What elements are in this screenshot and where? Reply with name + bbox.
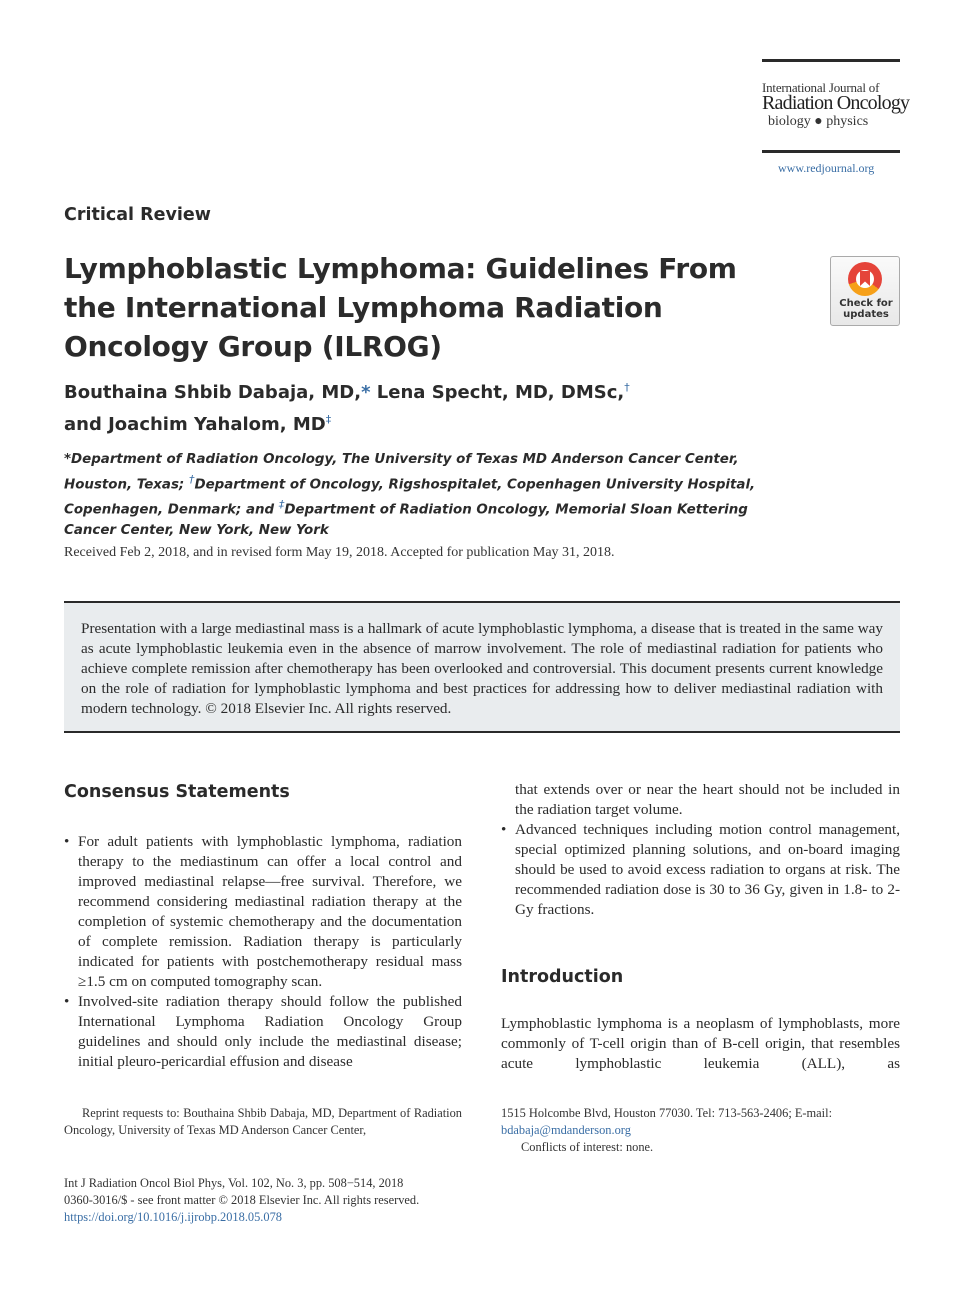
article-title: Lymphoblastic Lymphoma: Guidelines From the International Lymphoma Radiation Oncology Group (ILROG) xyxy=(64,252,737,363)
author-2: Lena Specht, MD, DMSc, xyxy=(376,382,625,403)
header-rule-top xyxy=(762,59,900,62)
consensus-list-continued xyxy=(501,820,900,920)
affiliation-mark-1[interactable]: * xyxy=(361,382,371,403)
consensus-heading: Consensus Statements xyxy=(64,782,290,802)
list-item: • Advanced techniques including motion control management, special optimized planning solutions, and on-board imaging should be used to avoid excess radiation to organs at risk. The recommended radiation dose is 30 to 36 Gy, given in 1.8- to 2-Gy fractions. xyxy=(501,820,900,920)
journal-name-line2: Radiation Oncology xyxy=(762,92,910,114)
citation-line: Int J Radiation Oncol Biol Phys, Vol. 102, No. 3, pp. 508−514, 2018 xyxy=(64,1176,404,1190)
journal-url-link[interactable]: www.redjournal.org xyxy=(778,161,875,175)
conflicts-text: Conflicts of interest: none. xyxy=(521,1140,654,1154)
abstract-box xyxy=(64,601,900,733)
list-item-continuation: that extends over or near the heart should not be included in the radiation target volume. xyxy=(515,781,900,818)
journal-name-line3: biology ● physics xyxy=(768,114,869,129)
author-list xyxy=(64,374,764,438)
affiliation-mark-3[interactable]: ‡ xyxy=(325,413,332,426)
list-item: • Involved-site radiation therapy should follow the published International Lymphoma Radiation Oncology Group guidelines and should only include the mediastinal disease; initial pleuro-pericardial effusion and disease xyxy=(64,992,462,1072)
header-rule-bottom xyxy=(762,150,900,153)
citation-block xyxy=(64,1175,564,1226)
author-3: and Joachim Yahalom, MD xyxy=(64,414,326,435)
address-text: 1515 Holcombe Blvd, Houston 77030. Tel: 713-563-2406; E-mail: xyxy=(501,1106,833,1120)
reprint-footnote: Reprint requests to: Bouthaina Shbib Dabaja, MD, Department of Radiation Oncology, University of Texas MD Anderson Cancer Center, xyxy=(64,1106,462,1137)
introduction-heading: Introduction xyxy=(501,967,624,987)
section-label: Critical Review xyxy=(64,205,211,225)
affiliation-mark-2[interactable]: † xyxy=(624,381,630,394)
consensus-list xyxy=(64,832,462,1072)
check-for-updates-badge[interactable] xyxy=(830,256,900,326)
address-footnote xyxy=(501,1105,900,1156)
journal-name-line1: International Journal of xyxy=(762,80,880,95)
affiliations: *Department of Radiation Oncology, The University of Texas MD Anderson Cancer Center, Houston, Texas; †Department of Oncology, Rigshospitalet, Copenhagen University Hospital, Copenhagen, Denmark; and ‡Department of Radiation Oncology, Memorial Sloan Kettering Cancer Center, New York, New York xyxy=(64,452,756,538)
doi-link[interactable]: https://doi.org/10.1016/j.ijrobp.2018.05.078 xyxy=(64,1210,282,1224)
received-dates: Received Feb 2, 2018, and in revised form May 19, 2018. Accepted for publication May 31, 2018. xyxy=(64,545,615,560)
introduction-text: Lymphoblastic lymphoma is a neoplasm of lymphoblasts, more commonly of T-cell origin than of B-cell origin, that resembles acute lymphoblastic leukemia (ALL), as xyxy=(501,1015,900,1072)
abstract-text: Presentation with a large mediastinal mass is a hallmark of acute lymphoblastic lymphoma, a disease that is treated in the same way as acute lymphoblastic leukemia even in the absence of marrow involvement. The role of mediastinal radiation for patients who achieve complete remission after chemotherapy has been overlooked and controversial. This document presents current knowledge on the role of radiation for lymphoblastic lymphoma and best practices for addressing how to deliver mediastinal radiation with modern technology. © 2018 Elsevier Inc. All rights reserved. xyxy=(81,620,883,717)
author-1: Bouthaina Shbib Dabaja, MD, xyxy=(64,382,362,403)
email-link[interactable]: bdabaja@mdanderson.org xyxy=(501,1123,631,1137)
list-item: • For adult patients with lymphoblastic lymphoma, radiation therapy to the mediastinum can offer a local control and improved mediastinal relapse—free survival. Therefore, we recommend considering mediastinal radiation therapy at the completion of systemic chemotherapy and the documentation of complete remission. Radiation therapy is particularly indicated for patients with postchemotherapy residual mass ≥1.5 cm on computed tomography scan. xyxy=(64,832,462,992)
badge-text: Check for updates xyxy=(839,298,893,320)
issn-line: 0360-3016/$ - see front matter © 2018 Elsevier Inc. All rights reserved. xyxy=(64,1193,420,1207)
